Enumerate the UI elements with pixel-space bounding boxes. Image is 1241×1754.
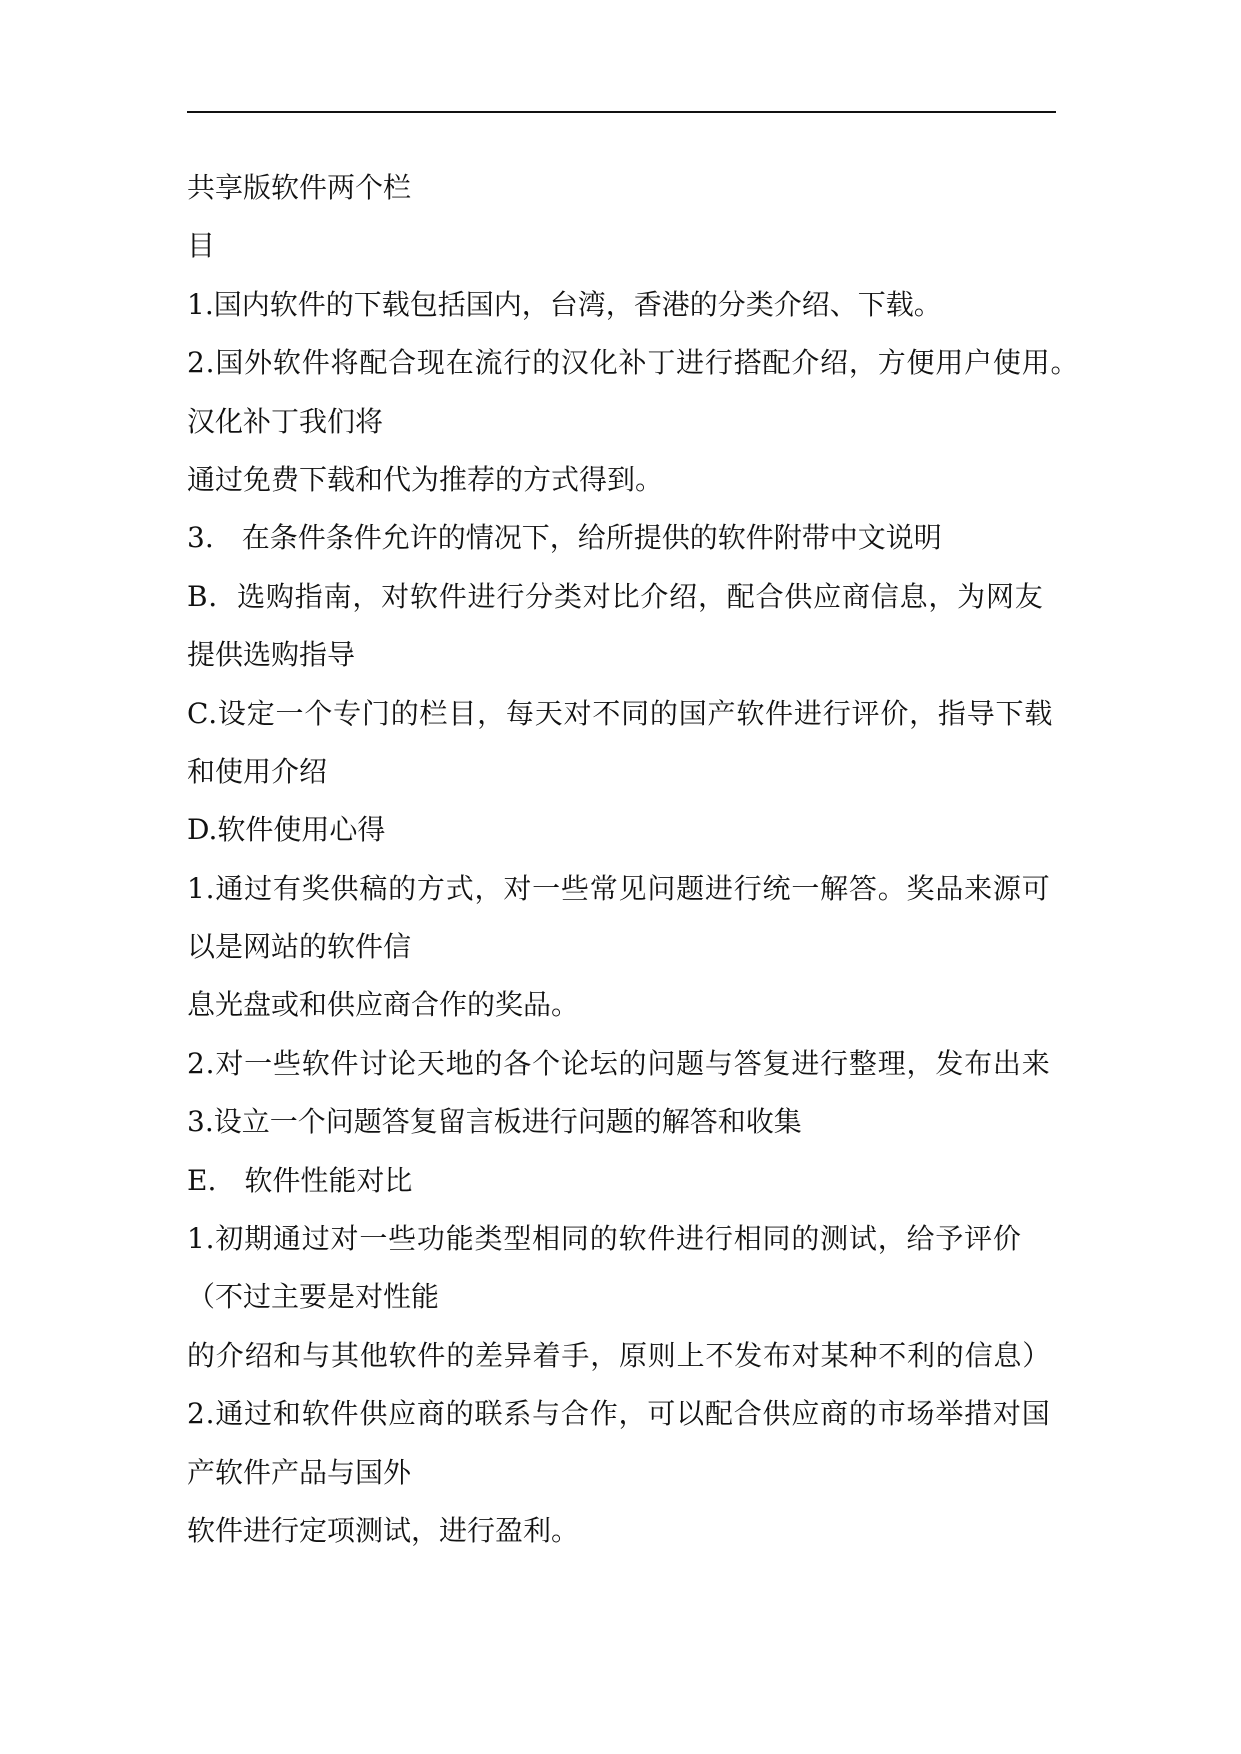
text-line: C.设定一个专门的栏目，每天对不同的国产软件进行评价，指导下载 [187,696,1054,730]
text-line: 2.国外软件将配合现在流行的汉化补丁进行搭配介绍，方便用户使用。 [187,346,1080,380]
text-line: 提供选购指导 [187,638,356,672]
text-line: （不过主要是对性能 [187,1280,440,1314]
text-line: 1.通过有奖供稿的方式，对一些常见问题进行统一解答。奖品来源可 [187,871,1051,905]
text-line: B．选购指南，对软件进行分类对比介绍，配合供应商信息，为网友 [187,579,1044,613]
header-rule [187,111,1056,113]
text-line: 息光盘或和供应商合作的奖品。 [187,988,580,1022]
text-line: 软件进行定项测试，进行盈利。 [187,1513,580,1547]
text-line: 以是网站的软件信 [187,930,412,964]
text-line: 汉化补丁我们将 [187,404,384,438]
text-line: E. 软件性能对比 [187,1163,413,1197]
text-line: 目 [187,229,216,263]
text-line: 3. 在条件条件允许的情况下，给所提供的软件附带中文说明 [187,521,942,555]
text-line: D.软件使用心得 [187,813,386,847]
text-line: 2.对一些软件讨论天地的各个论坛的问题与答复进行整理，发布出来 [187,1046,1051,1080]
text-line: 和使用介绍 [187,754,328,788]
text-line: 3.设立一个问题答复留言板进行问题的解答和收集 [187,1105,802,1139]
document-body [187,159,1080,1560]
text-line: 的介绍和与其他软件的差异着手，原则上不发布对某种不利的信息） [187,1338,1052,1372]
text-line: 2.通过和软件供应商的联系与合作，可以配合供应商的市场举措对国 [187,1397,1051,1431]
text-line: 共享版软件两个栏 [187,171,412,204]
text-line: 1.国内软件的下载包括国内，台湾，香港的分类介绍、下载。 [187,287,942,321]
text-line: 通过免费下载和代为推荐的方式得到。 [187,462,664,496]
text-line: 产软件产品与国外 [187,1455,412,1489]
text-line: 1.初期通过对一些功能类型相同的软件进行相同的测试，给予评价 [187,1222,1022,1256]
